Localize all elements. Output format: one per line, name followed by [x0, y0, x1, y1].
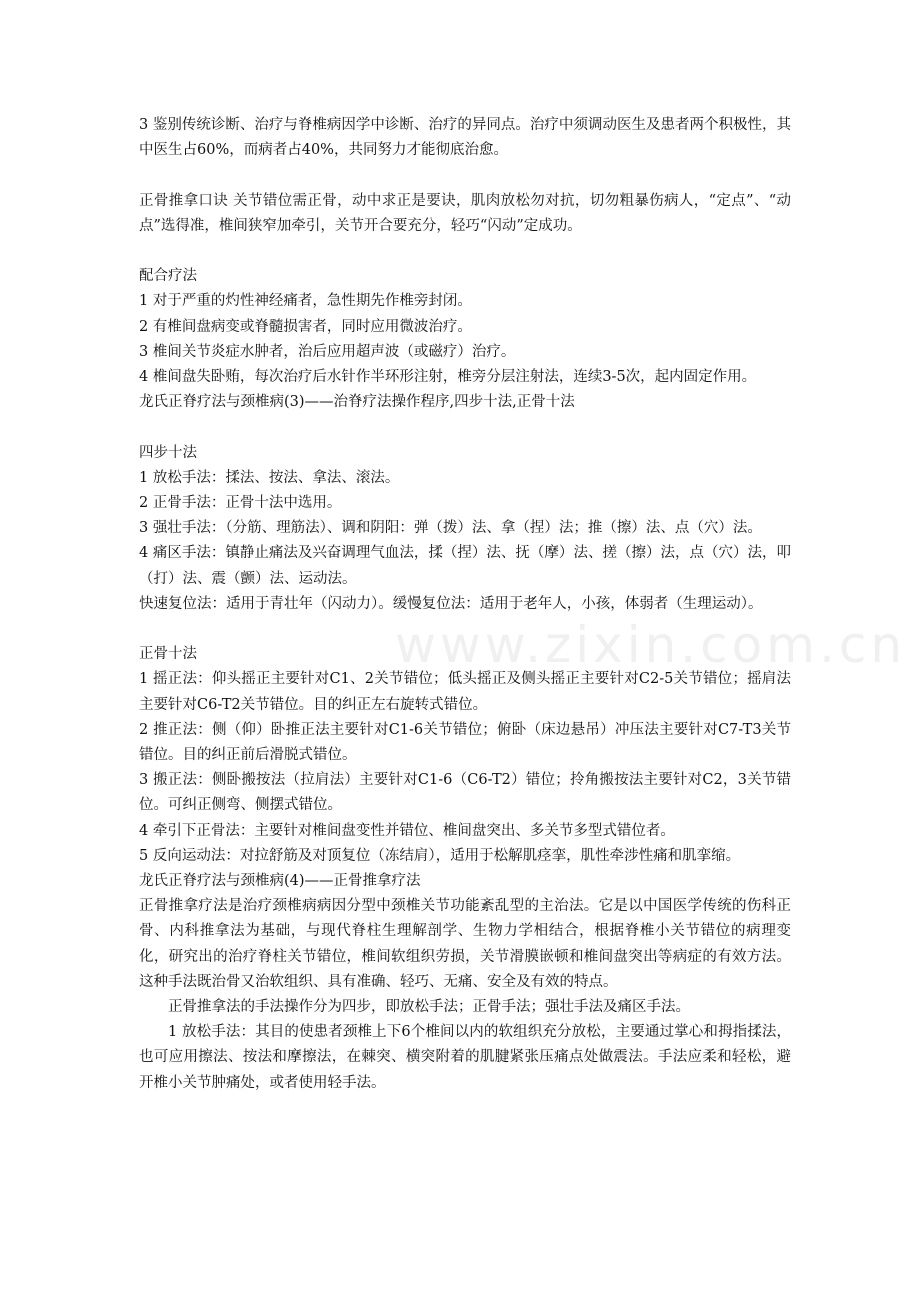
paragraph: 正骨推拿法的手法操作分为四步，即放松手法；正骨手法；强壮手法及痛区手法。	[168, 999, 690, 1016]
paragraph: 正骨推拿口诀 关节错位需正骨，动中求正是要诀，肌肉放松勿对抗，切勿粗暴伤病人，“定点”、“动点”选得准，椎间狭窄加牵引，关节开合要充分，轻巧“闪动”定成功。	[139, 192, 792, 234]
watermark-text: www.zixin.com.cn	[395, 616, 907, 674]
blank-line	[139, 239, 791, 264]
blank-line	[139, 617, 791, 642]
paragraph: 4 牵引下正骨法：主要针对椎间盘变性并错位、椎间盘突出、多关节多型式错位者。	[139, 822, 675, 839]
paragraph: 5 反向运动法：对拉舒筋及对顶复位（冻结肩），适用于松解肌痉挛，肌性牵涉性痛和肌挛缩。	[139, 847, 741, 864]
paragraph: 快速复位法：适用于青壮年（闪动力）。缓慢复位法：适用于老年人，小孩，体弱者（生理运动）。	[139, 595, 763, 612]
paragraph: 3 椎间关节炎症水肿者，治后应用超声波（或磁疗）治疗。	[139, 343, 516, 360]
paragraph: 1 放松手法：其目的使患者颈椎上下6个椎间以内的软组织充分放松，主要通过掌心和拇指揉法，也可应用擦法、按法和摩擦法，在棘突、横突附着的肌腱紧张压痛点处做震法。手法应柔和轻松，避开椎小关节肿痛处，或者使用轻手法。	[139, 1024, 791, 1091]
blank-line	[139, 415, 791, 440]
paragraph: 2 推正法：侧（仰）卧推正法主要针对C1-6关节错位；俯卧（床边悬吊）冲压法主要针对C7-T3关节错位。目的纠正前后滑脱式错位。	[139, 721, 791, 764]
paragraph: 1 放松手法：揉法、按法、拿法、滚法。	[139, 469, 400, 486]
document-body	[139, 113, 791, 1096]
paragraph: 龙氏正脊疗法与颈椎病(3)——治脊疗法操作程序,四步十法,正骨十法	[139, 394, 575, 411]
paragraph: 配合疗法	[139, 268, 197, 285]
paragraph: 3 强壮手法：（分筋、理筋法）、调和阴阳：弹（拨）法、拿（捏）法；推（擦）法、点（穴）法。	[139, 520, 762, 537]
paragraph: 正骨推拿疗法是治疗颈椎病病因分型中颈椎关节功能紊乱型的主治法。它是以中国医学传统的伤科正骨、内科推拿法为基础，与现代脊柱生理解剖学、生物力学相结合，根据脊椎小关节错位的病理变化，研究出的治疗脊柱关节错位，椎间软组织劳损，关节滑膜嵌顿和椎间盘突出等病症的有效方法。这种手法既治骨又治软组织、具有准确、轻巧、无痛、安全及有效的特点。	[139, 898, 791, 990]
blank-line	[139, 163, 791, 188]
paragraph: 1 摇正法：仰头摇正主要针对C1、2关节错位；低头摇正及侧头摇正主要针对C2-5关节错位；摇肩法主要针对C6-T2关节错位。目的纠正左右旋转式错位。	[139, 671, 791, 713]
paragraph: 4 椎间盘失卧贿，每次治疗后水针作半环形注射，椎旁分层注射法，连续3-5次，起内固定作用。	[139, 369, 757, 385]
paragraph: 龙氏正脊疗法与颈椎病(4)——正骨推拿疗法	[139, 873, 421, 890]
paragraph: 2 有椎间盘病变或脊髓损害者，同时应用微波治疗。	[139, 318, 472, 335]
paragraph: 1 对于严重的灼性神经痛者，急性期先作椎旁封闭。	[139, 293, 472, 310]
paragraph: 3 鉴别传统诊断、治疗与脊椎病因学中诊断、治疗的异同点。治疗中须调动医生及患者两个积极性，其中医生占60%，而病者占40%，共同努力才能彻底治愈。	[139, 117, 791, 159]
paragraph: 4 痛区手法：镇静止痛法及兴奋调理气血法，揉（捏）法、抚（摩）法、搓（擦）法，点（穴）法，叩（打）法、震（颤）法、运动法。	[139, 545, 791, 587]
paragraph: 正骨十法	[139, 646, 197, 663]
paragraph: 2 正骨手法：正骨十法中选用。	[139, 495, 342, 511]
paragraph: 3 搬正法：侧卧搬按法（拉肩法）主要针对C1-6（C6-T2）错位；拎角搬按法主要针对C2，3关节错位。可纠正侧弯、侧摆式错位。	[139, 772, 791, 814]
paragraph: 四步十法	[139, 444, 197, 461]
